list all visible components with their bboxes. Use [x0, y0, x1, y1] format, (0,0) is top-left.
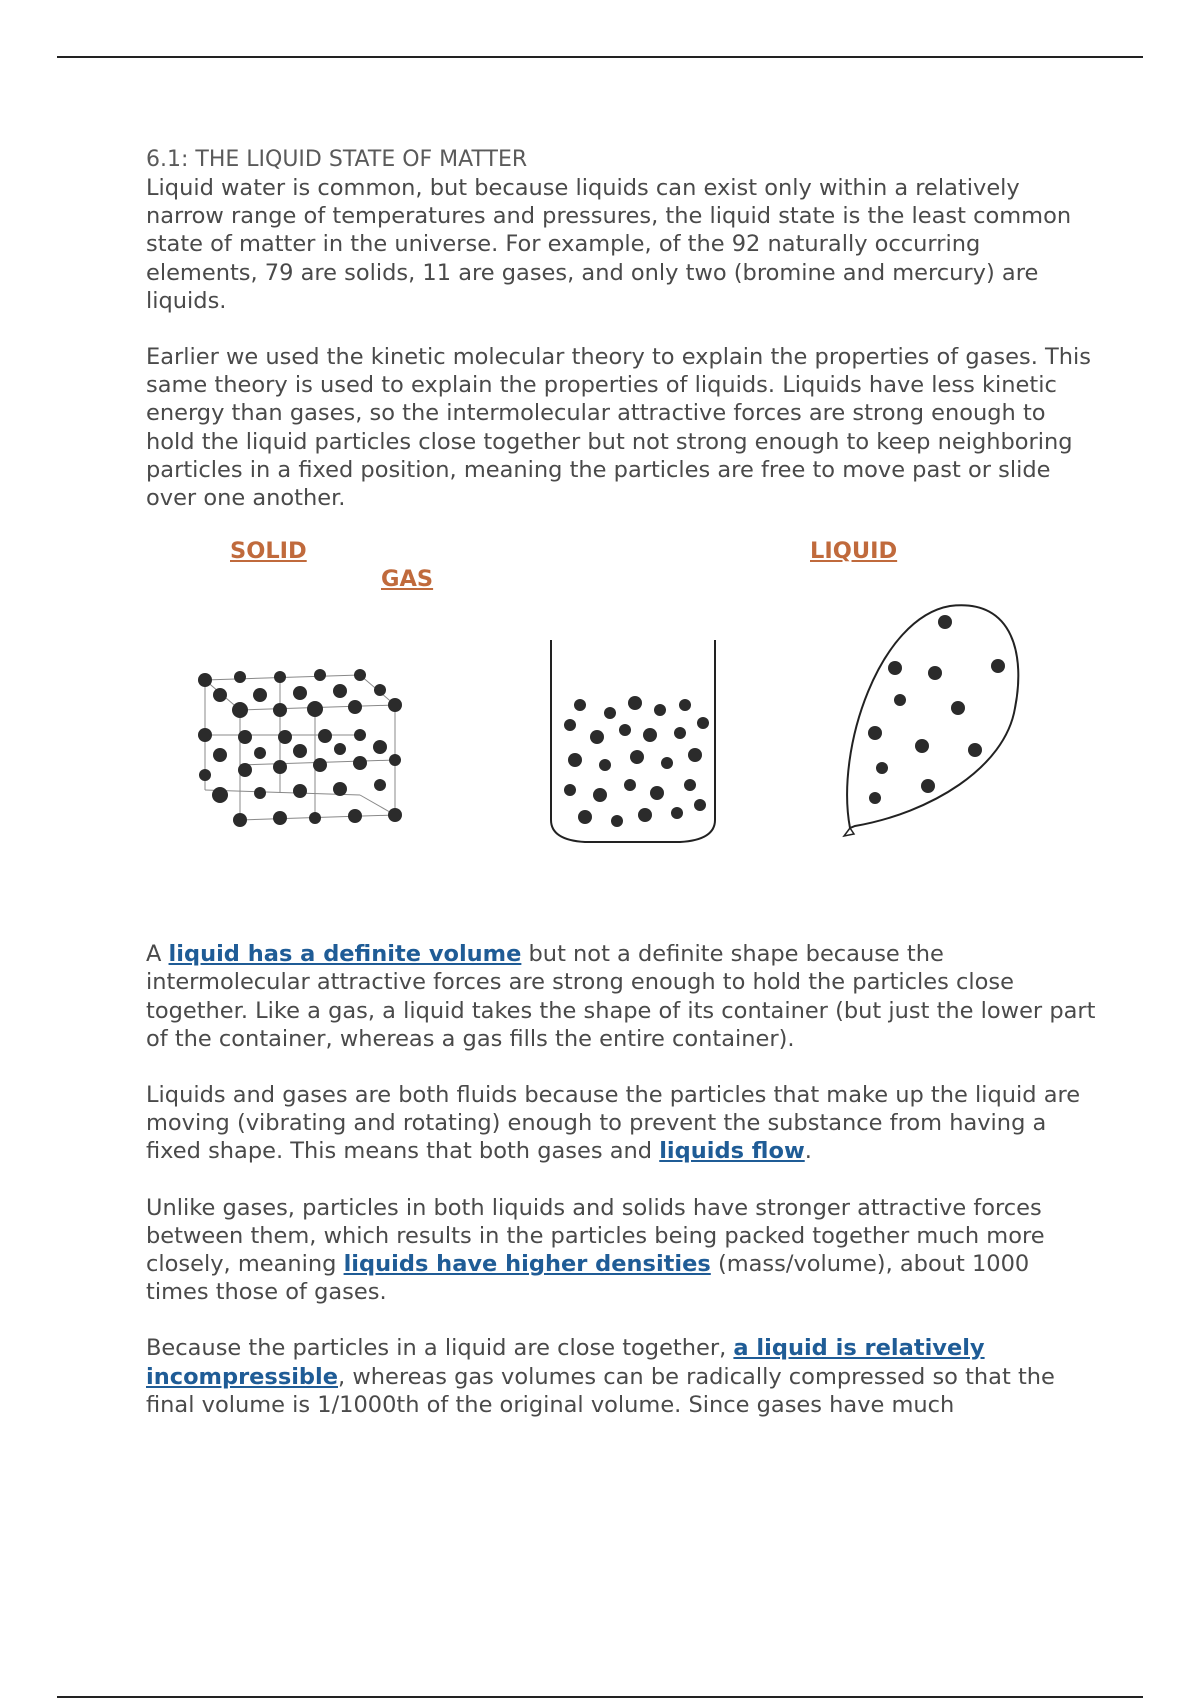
label-gas: GAS — [381, 566, 434, 592]
label-liquid: LIQUID — [810, 538, 898, 564]
liquid-beaker-illustration — [545, 635, 720, 845]
paragraph-fluids: Liquids and gases are both fluids because the particles that make up the liquid are moving (vibrating and rotating) enough to prevent the substance from having a fixed shape. This means that both gases and liquids flow. — [146, 1082, 1081, 1165]
paragraph-definite-volume: A liquid has a definite volume but not a definite shape because the intermolecular attractive forces are strong enough to hold the particles close together. Like a gas, a liquid takes the shape of its container (but just the lower part of the container, whereas a gas fills the entire container). — [146, 941, 1096, 1052]
link-liquid-definite-volume[interactable]: liquid has a definite volume — [168, 941, 522, 968]
paragraph-kinetic-theory: Earlier we used the kinetic molecular theory to explain the properties of gases. This same theory is used to explain the properties of liquids. Liquids have less kinetic energy than gases, so the intermolecular attractive forces are strong enough to hold the liquid particles close together but not strong enough to keep neighboring particles in a fixed position, meaning the particles are free to move past or slide over one another. — [146, 344, 1091, 512]
bottom-rule — [57, 1696, 1143, 1698]
label-solid: SOLID — [230, 538, 307, 564]
link-liquid-incompressible[interactable]: a liquid is relatively incompressible — [146, 1335, 985, 1390]
gas-balloon-illustration — [840, 598, 1025, 843]
solid-lattice-illustration — [190, 655, 420, 830]
section-title: 6.1: THE LIQUID STATE OF MATTER — [146, 147, 528, 172]
paragraph-intro: Liquid water is common, but because liquids can exist only within a relatively narrow range of temperatures and pressures, the liquid state is the least common state of matter in the universe. For example, of the 92 naturally occurring elements, 79 are solids, 11 are gases, and only two (bromine and mercury) are liquids. — [146, 175, 1072, 314]
top-rule — [57, 56, 1143, 58]
paragraph-densities: Unlike gases, particles in both liquids and solids have stronger attractive forces between them, which results in the particles being packed together much more closely, meaning liquids have higher densities (mass/volume), about 1000 times those of gases. — [146, 1194, 1045, 1306]
link-liquids-higher-densities[interactable]: liquids have higher densities — [343, 1251, 711, 1278]
link-liquids-flow[interactable]: liquids flow — [659, 1138, 805, 1165]
paragraph-incompressible: Because the particles in a liquid are close together, a liquid is relatively incompressible, whereas gas volumes can be radically compressed so that the final volume is 1/1000th of the original volume. Since gases have much — [146, 1335, 1055, 1418]
